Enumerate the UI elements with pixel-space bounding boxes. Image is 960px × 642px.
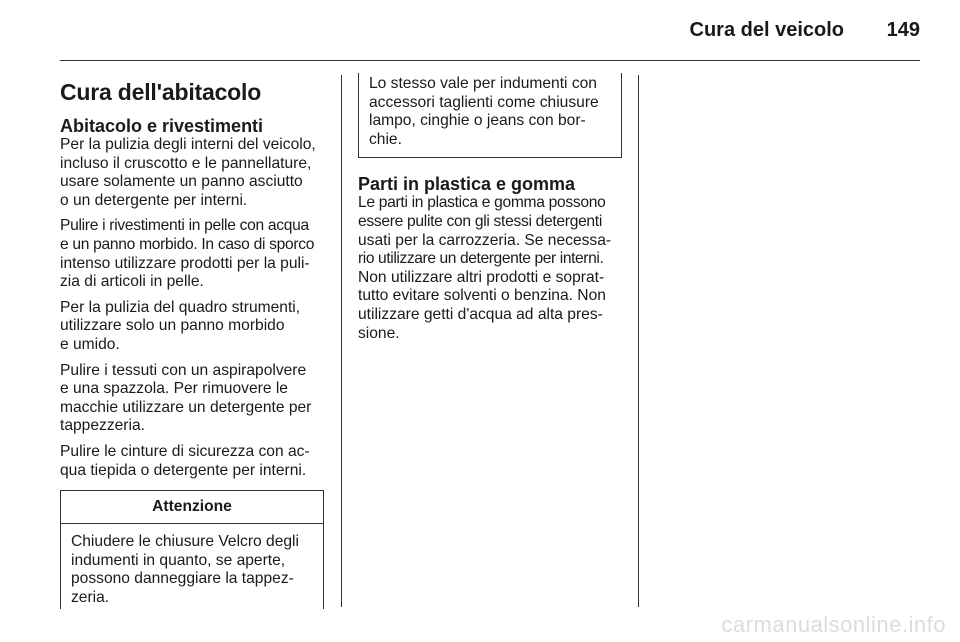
text-line: accessori taglienti come chiusure xyxy=(369,93,599,111)
text-line: qua tiepida o detergente per interni. xyxy=(60,461,307,479)
subsection-title: Abitacolo e rivestimenti xyxy=(60,116,264,136)
text-line: Pulire i tessuti con un aspirapolvere xyxy=(60,361,307,379)
warning-box-continued xyxy=(358,73,622,158)
text-line: Per la pulizia del quadro strumenti, xyxy=(60,298,301,316)
text-line: utilizzare solo un panno morbido xyxy=(60,317,285,335)
text-line: usare solamente un panno asciutto xyxy=(60,173,303,191)
middle-column xyxy=(358,75,624,343)
text-line: e un panno morbido. In caso di sporco xyxy=(60,235,315,253)
paragraph xyxy=(60,299,324,355)
paragraph xyxy=(60,443,324,480)
column-divider xyxy=(341,75,342,607)
text-line: Lo stesso vale per indumenti con xyxy=(369,75,597,92)
text-line: tappezzeria. xyxy=(60,417,145,435)
plastic-rubber-section xyxy=(358,174,624,343)
warning-title: Attenzione xyxy=(61,491,323,524)
text-line: Per la pulizia degli interni del veicolo, xyxy=(60,136,316,153)
text-line: usati per la carrozzeria. Se necessa- xyxy=(358,231,612,249)
text-line: Non utilizzare altri prodotti e soprat- xyxy=(358,268,605,286)
text-line: utilizzare getti d'acqua ad alta pres- xyxy=(358,305,603,323)
section-title: Cura del veicolo xyxy=(689,19,844,41)
column-divider xyxy=(638,75,639,607)
left-column xyxy=(60,78,324,609)
text-line: incluso il cruscotto e le pannellature, xyxy=(60,154,312,172)
text-line: intenso utilizzare prodotti per la puli- xyxy=(60,254,310,272)
text-line: macchie utilizzare un detergente per xyxy=(60,398,312,416)
text-line: e umido. xyxy=(60,335,120,353)
warning-box xyxy=(60,490,324,609)
text-line: rio utilizzare un detergente per interni. xyxy=(358,250,604,268)
warning-body xyxy=(61,524,323,607)
text-line: essere pulite con gli stessi detergenti xyxy=(358,212,603,230)
text-line: o un detergente per interni. xyxy=(60,191,248,209)
text-line: lampo, cinghie o jeans con bor- xyxy=(369,112,586,130)
text-line: chie. xyxy=(369,130,402,148)
page-header xyxy=(0,0,960,62)
chapter-title: Cura dell'abitacolo xyxy=(60,79,262,105)
paragraph xyxy=(60,362,324,436)
text-line: indumenti in quanto, se aperte, xyxy=(71,551,286,569)
text-line: Pulire le cinture di sicurezza con ac- xyxy=(60,442,310,460)
text-line: e una spazzola. Per rimuovere le xyxy=(60,380,288,398)
subsection-title: Parti in plastica e gomma xyxy=(358,174,576,195)
text-line: zia di articoli in pelle. xyxy=(60,273,204,291)
text-line: zeria. xyxy=(71,588,110,606)
watermark: carmanualsonline.info xyxy=(721,612,946,637)
paragraph xyxy=(60,136,324,210)
text-line: possono danneggiare la tappez- xyxy=(71,570,294,588)
header-rule xyxy=(60,60,920,61)
text-line: Pulire i rivestimenti in pelle con acqua xyxy=(60,217,309,235)
text-line: sione. xyxy=(358,324,400,342)
page-number: 149 xyxy=(886,19,920,41)
text-line: Le parti in plastica e gomma possono xyxy=(358,194,606,212)
text-line: Chiudere le chiusure Velcro degli xyxy=(71,533,299,551)
text-line: tutto evitare solventi o benzina. Non xyxy=(358,287,606,305)
paragraph xyxy=(60,217,324,291)
